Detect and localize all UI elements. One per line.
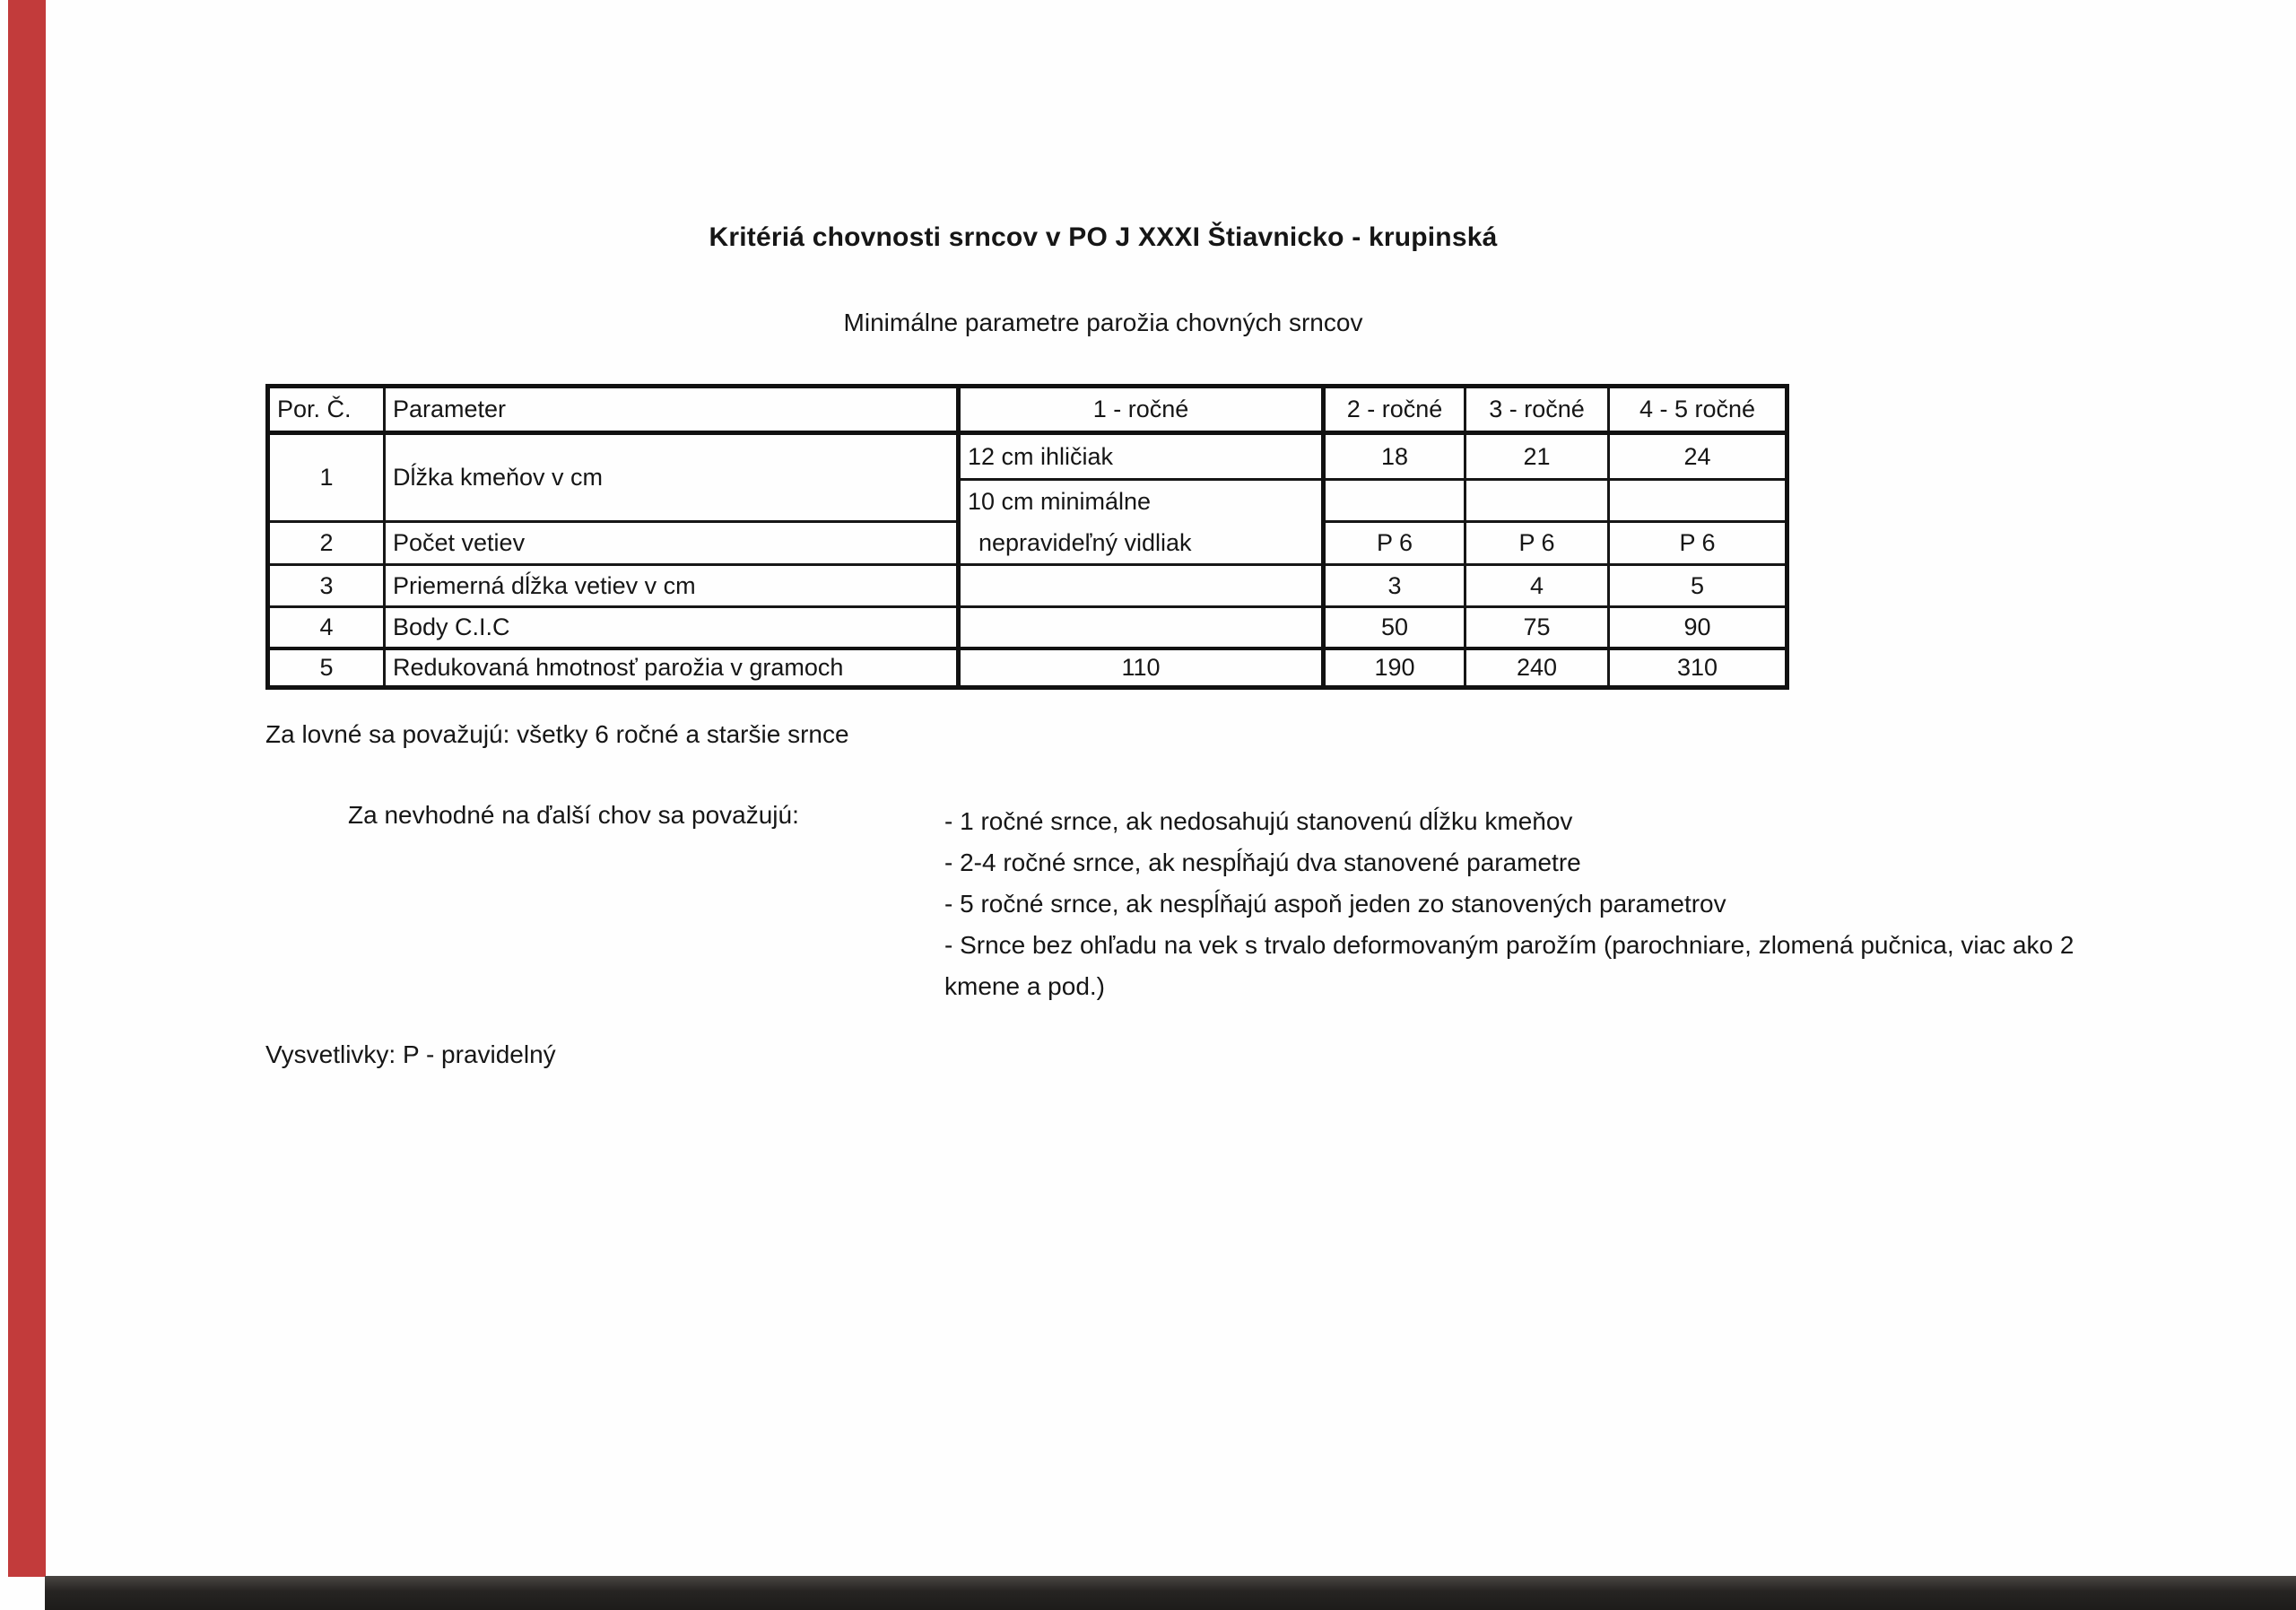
cell-row1-y1: 12 cm ihličiak bbox=[959, 433, 1324, 480]
cell-row2-y3: P 6 bbox=[1465, 521, 1609, 564]
cell-empty bbox=[1324, 480, 1465, 522]
cell-row2-param: Počet vetiev bbox=[385, 521, 959, 564]
table-row bbox=[268, 607, 1787, 648]
scan-artifact-red-stripe bbox=[8, 0, 46, 1577]
cell-empty bbox=[1609, 480, 1787, 522]
cell-row2-y2: P 6 bbox=[1324, 521, 1465, 564]
cell-row3-y45: 5 bbox=[1609, 565, 1787, 607]
note-huntable: Za lovné sa považujú: všetky 6 ročné a staršie srnce bbox=[265, 720, 849, 748]
cell-row4-y3: 75 bbox=[1465, 607, 1609, 648]
antler-parameters-table bbox=[265, 384, 1789, 690]
unsuitable-item: - 1 ročné srnce, ak nedosahujú stanovenú dĺžku kmeňov bbox=[944, 807, 1573, 835]
cell-row5-param: Redukovaná hmotnosť parožia v gramoch bbox=[385, 648, 959, 688]
cell-row4-num: 4 bbox=[268, 607, 385, 648]
header-por-c: Por. Č. bbox=[268, 387, 385, 433]
note-unsuitable-label: Za nevhodné na ďalší chov sa považujú: bbox=[348, 801, 799, 829]
cell-row5-num: 5 bbox=[268, 648, 385, 688]
cell-row1-param: Dĺžka kmeňov v cm bbox=[385, 433, 959, 522]
header-parameter: Parameter bbox=[385, 387, 959, 433]
document-subtitle: Minimálne parametre parožia chovných srncov bbox=[843, 309, 1363, 336]
cell-row3-param: Priemerná dĺžka vetiev v cm bbox=[385, 565, 959, 607]
scan-artifact-bottom-bar bbox=[45, 1576, 2296, 1610]
cell-row5-y45: 310 bbox=[1609, 648, 1787, 688]
document-title: Kritériá chovnosti srncov v PO J XXXI Štiavnicko - krupinská bbox=[709, 222, 1498, 252]
cell-empty bbox=[1465, 480, 1609, 522]
cell-row5-y2: 190 bbox=[1324, 648, 1465, 688]
cell-row3-num: 3 bbox=[268, 565, 385, 607]
cell-row2-num: 2 bbox=[268, 521, 385, 564]
cell-row1-num: 1 bbox=[268, 433, 385, 522]
unsuitable-item: - 2-4 ročné srnce, ak nespĺňajú dva stanovené parametre bbox=[944, 849, 1581, 876]
table-row bbox=[268, 565, 1787, 607]
cell-row4-param: Body C.I.C bbox=[385, 607, 959, 648]
table-row bbox=[268, 648, 1787, 688]
cell-1rocne-merged bbox=[959, 480, 1324, 565]
cell-row1-y3: 21 bbox=[1465, 433, 1609, 480]
cell-row2-y45: P 6 bbox=[1609, 521, 1787, 564]
cell-row1-y45: 24 bbox=[1609, 433, 1787, 480]
cell-row3-y1 bbox=[959, 565, 1324, 607]
cell-row5-y3: 240 bbox=[1465, 648, 1609, 688]
header-2-rocne: 2 - ročné bbox=[1324, 387, 1465, 433]
cell-row3-y2: 3 bbox=[1324, 565, 1465, 607]
cell-row4-y2: 50 bbox=[1324, 607, 1465, 648]
cell-row1-y2: 18 bbox=[1324, 433, 1465, 480]
cell-1rocne-merged-line1: 10 cm minimálne bbox=[968, 488, 1152, 515]
unsuitable-item: - Srnce bez ohľadu na vek s trvalo deformovaným parožím (parochniare, zlomená pučnica, viac ako 2 kmene a pod.) bbox=[944, 931, 2074, 1000]
cell-row4-y1 bbox=[959, 607, 1324, 648]
legend-text: Vysvetlivky: P - pravidelný bbox=[265, 1040, 556, 1068]
table-header-row bbox=[268, 387, 1787, 433]
unsuitable-item: - 5 ročné srnce, ak nespĺňajú aspoň jeden zo stanovených parametrov bbox=[944, 890, 1726, 918]
header-4-5-rocne: 4 - 5 ročné bbox=[1609, 387, 1787, 433]
cell-row3-y3: 4 bbox=[1465, 565, 1609, 607]
table-row bbox=[268, 433, 1787, 480]
header-1-rocne: 1 - ročné bbox=[959, 387, 1324, 433]
cell-1rocne-merged-line2: nepravideľný vidliak bbox=[978, 529, 1192, 556]
cell-row5-y1: 110 bbox=[959, 648, 1324, 688]
header-3-rocne: 3 - ročné bbox=[1465, 387, 1609, 433]
cell-row4-y45: 90 bbox=[1609, 607, 1787, 648]
note-unsuitable-list bbox=[944, 801, 2101, 1007]
